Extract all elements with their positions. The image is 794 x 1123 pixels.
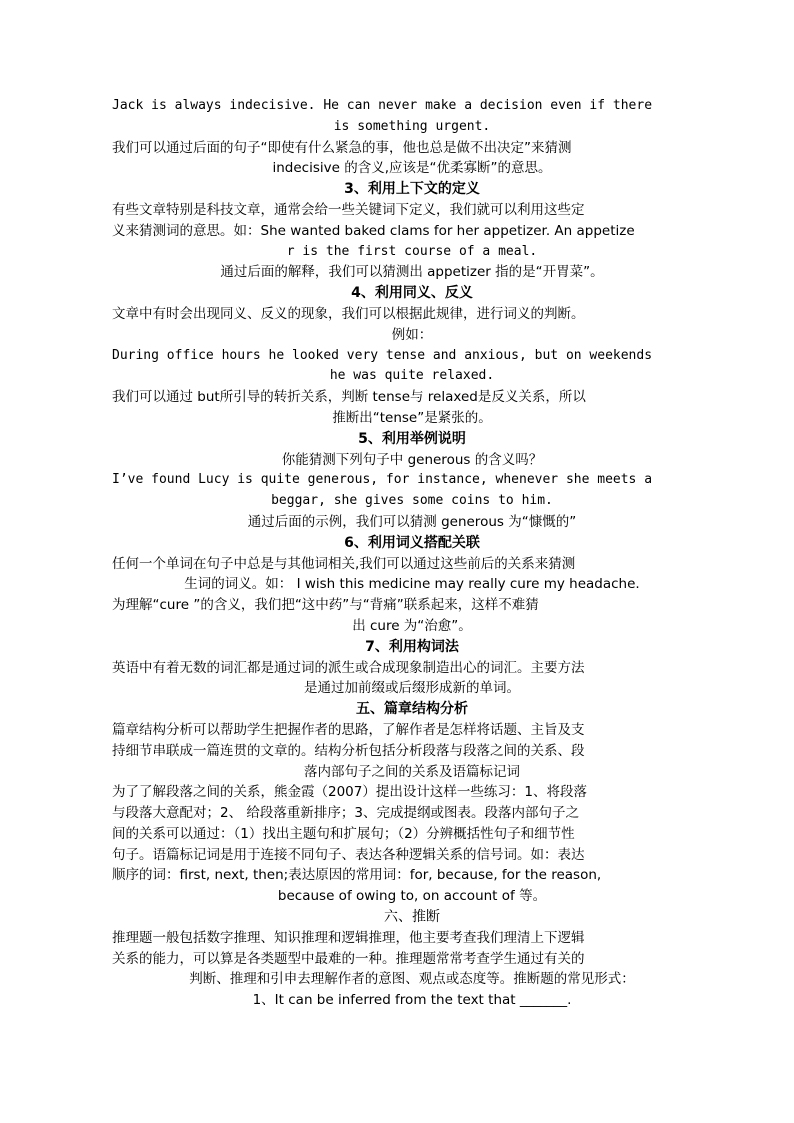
text-line: 判断、推理和引申去理解作者的意图、观点或态度等。推断题的常见形式： bbox=[189, 971, 635, 988]
text-line: 出 cure 为“治愈”。 bbox=[352, 617, 472, 634]
section-heading: 5、利用举例说明 bbox=[358, 430, 466, 447]
text-line: 顺序的词：first, next, then;表达原因的常用词：for, because, for the reason, bbox=[112, 867, 602, 884]
text-line: 是通过加前缀或后缀形成新的单词。 bbox=[304, 680, 520, 697]
text-line: 为了了解段落之间的关系，熊金霞（2007）提出设计这样一些练习：1、将段落 bbox=[112, 784, 587, 801]
text-line: r is the first course of a meal. bbox=[286, 243, 538, 259]
text-line: 生词的词义。如： I wish this medicine may really cure my headache. bbox=[184, 576, 640, 593]
text-line: 篇章结构分析可以帮助学生把握作者的思路，了解作者是怎样将话题、主旨及支 bbox=[112, 721, 585, 738]
text-line: 持细节串联成一篇连贯的文章的。结构分析包括分析段落与段落之间的关系、段 bbox=[112, 742, 585, 759]
text-line: 我们可以通过 but所引导的转折关系，判断 tense与 relaxed是反义关系，所以 bbox=[112, 389, 586, 406]
section-heading: 3、利用上下文的定义 bbox=[344, 181, 480, 198]
text-line: During office hours he looked very tense and anxious, but on weekends bbox=[112, 347, 653, 363]
text-line: 关系的能力，可以算是各类题型中最难的一种。推理题常常考查学生通过有关的 bbox=[112, 950, 585, 967]
text-line: 推断出“tense”是紧张的。 bbox=[332, 409, 492, 426]
text-line: 义来猜测词的意思。如：She wanted baked clams for her appetizer. An appetize bbox=[112, 222, 635, 239]
section-heading: 五、篇章结构分析 bbox=[356, 701, 468, 718]
text-line: 我们可以通过后面的句子“即使有什么紧急的事，他也总是做不出决定”来猜测 bbox=[112, 139, 572, 156]
section-heading: 7、利用构词法 bbox=[365, 638, 459, 655]
text-line: 与段落大意配对；2、 给段落重新排序；3、完成提纲或图表。段落内部句子之 bbox=[112, 805, 579, 822]
text-line: Jack is always indecisive. He can never make a decision even if there bbox=[112, 98, 653, 113]
section-heading: 4、利用同义、反义 bbox=[351, 285, 473, 302]
text-line: 句子。语篇标记词是用于连接不同句子、表达各种逻辑关系的信号词。如：表达 bbox=[112, 846, 585, 863]
text-line: 通过后面的示例，我们可以猜测 generous 为“慷慨的” bbox=[247, 513, 577, 530]
text-line: 落内部句子之间的关系及语篇标记词 bbox=[304, 763, 520, 780]
text-line: is something urgent. bbox=[333, 118, 491, 134]
text-line: 你能猜测下列句子中 generous 的含义吗？ bbox=[281, 451, 543, 468]
text-line: he was quite relaxed. bbox=[329, 368, 495, 384]
text-line: beggar, she gives some coins to him. bbox=[271, 493, 553, 509]
text-line: 为理解“cure ”的含义，我们把“这中药”与“背痛”联系起来，这样不难猜 bbox=[112, 597, 539, 614]
text-line: because of owing to, on account of 等。 bbox=[277, 888, 547, 905]
text-line: 任何一个单词在句子中总是与其他词相关,我们可以通过这些前后的关系来猜测 bbox=[112, 555, 576, 572]
text-line: 通过后面的解释，我们可以猜测出 appetizer 指的是“开胃菜”。 bbox=[220, 264, 604, 281]
text-line: 文章中有时会出现同义、反义的现象，我们可以根据此规律，进行词义的判断。 bbox=[112, 305, 585, 322]
document-page bbox=[112, 96, 712, 1011]
text-line: 推理题一般包括数字推理、知识推理和逻辑推理，他主要考查我们理清上下逻辑 bbox=[112, 929, 585, 946]
text-line: 有些文章特别是科技文章，通常会给一些关键词下定义，我们就可以利用这些定 bbox=[112, 201, 585, 218]
text-line: I’ve found Lucy is quite generous, for instance, whenever she meets a bbox=[112, 472, 653, 488]
text-line: indecisive 的含义,应该是“优柔寡断”的意思。 bbox=[272, 160, 552, 177]
section-heading: 六、推断 bbox=[384, 909, 440, 926]
section-heading: 6、利用词义搭配关联 bbox=[344, 534, 480, 551]
text-line: 间的关系可以通过：（1）找出主题句和扩展句；（2）分辨概括性句子和细节性 bbox=[112, 825, 575, 842]
text-line: 1、It can be inferred from the text that _______. bbox=[252, 992, 572, 1009]
text-line: 英语中有着无数的词汇都是通过词的派生或合成现象制造出心的词汇。主要方法 bbox=[112, 659, 585, 676]
text-line: 例如： bbox=[391, 326, 433, 343]
